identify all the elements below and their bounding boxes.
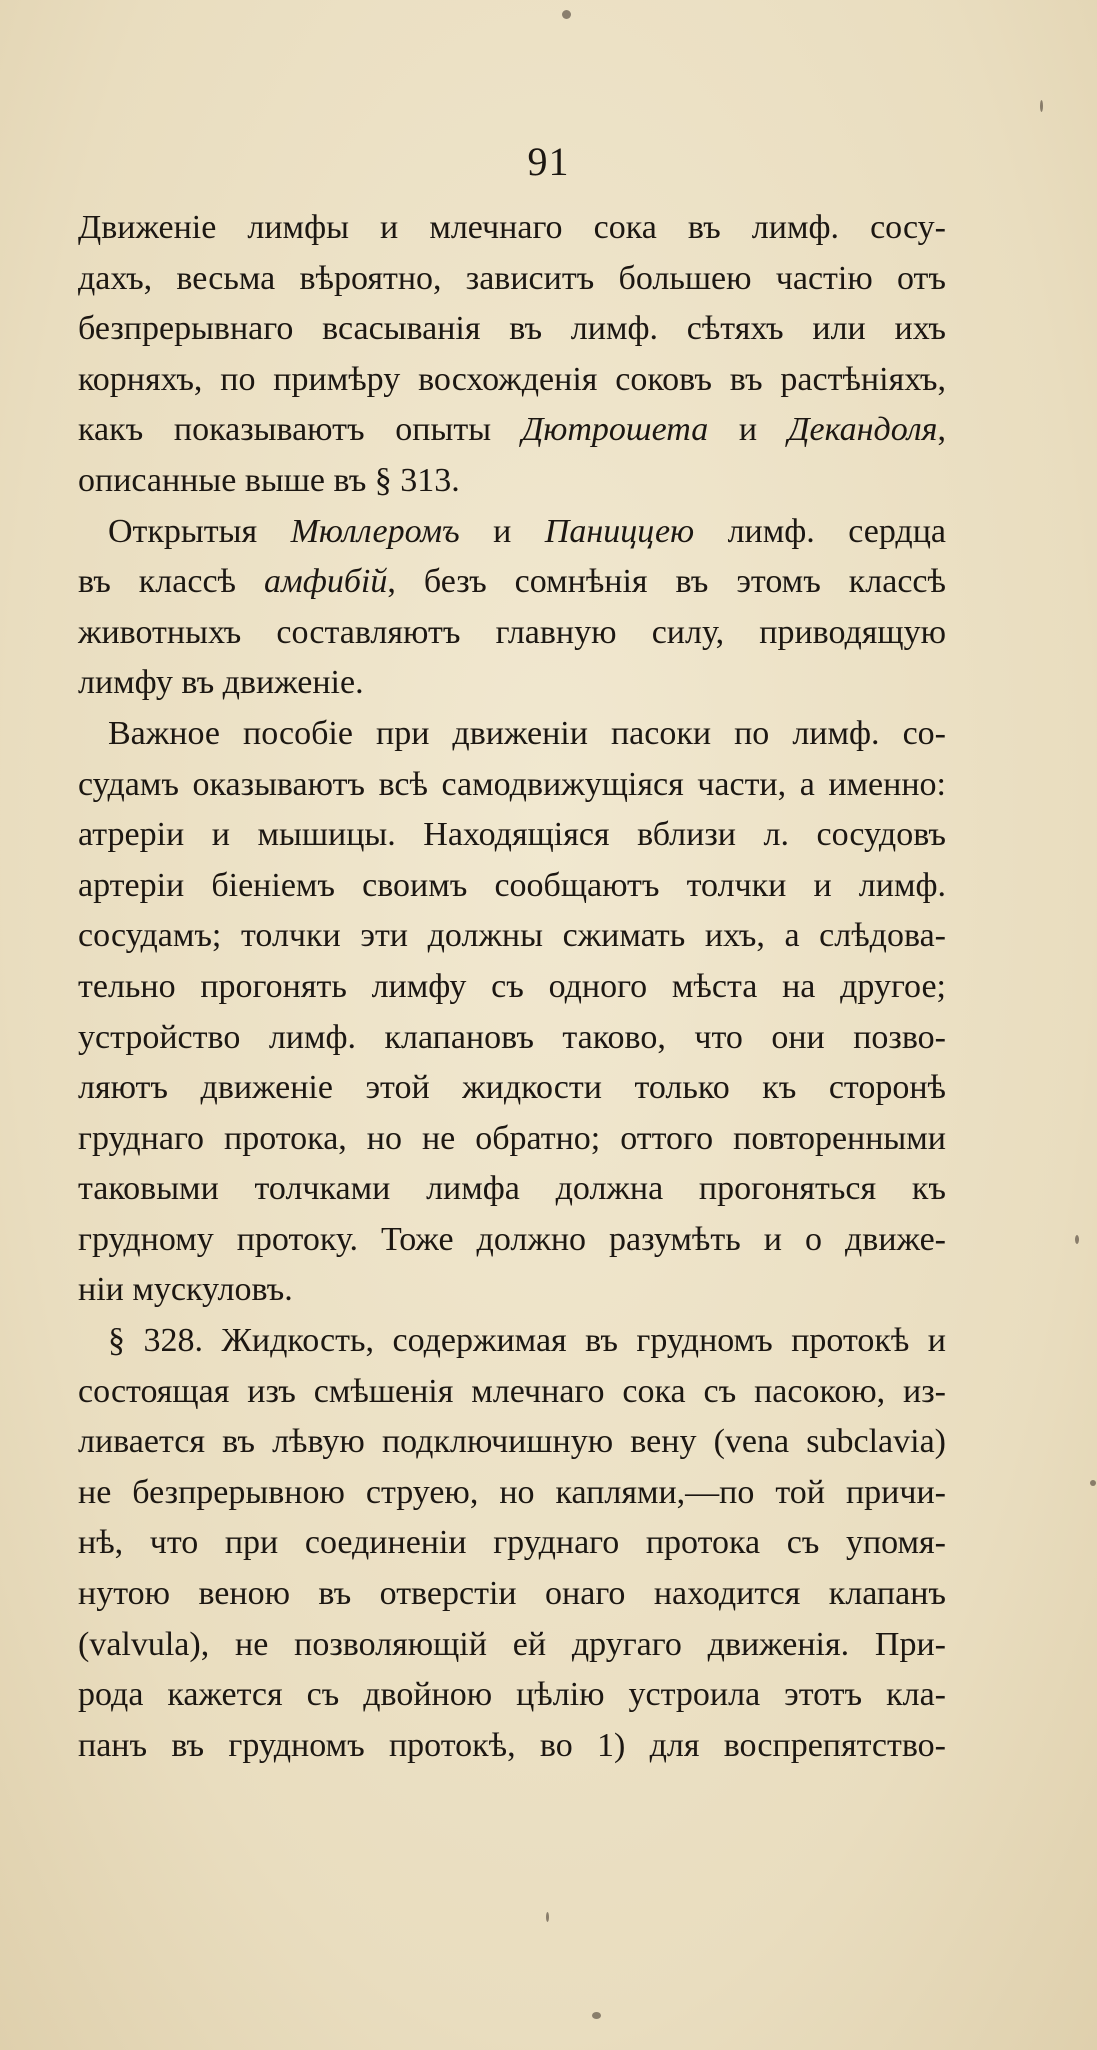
text-line: [78, 1721, 946, 1772]
text-span: какъ показываютъ опыты: [78, 411, 522, 449]
text-line: [78, 1164, 946, 1215]
page-number: 91: [527, 139, 570, 184]
text-span: нѣ, что при соединеніи груднаго протока съ упомя-: [78, 1524, 946, 1562]
text-line: [78, 911, 946, 962]
text-span: состоящая изъ смѣшенія млечнаго сока съ пасокою, из-: [78, 1372, 946, 1410]
text-line: [78, 760, 946, 811]
text-span: и: [459, 512, 545, 550]
italic-name: Дютрошета: [521, 411, 709, 449]
italic-name: Паниццею: [544, 512, 695, 550]
text-line: [78, 1367, 946, 1418]
text-line: [78, 709, 946, 760]
text-line: [78, 861, 946, 912]
text-line: [78, 1518, 946, 1569]
text-line: [78, 507, 946, 558]
text-span: устройство лимф. клапановъ таково, что они позво-: [78, 1018, 946, 1056]
text-line: [78, 658, 946, 709]
text-line: [78, 1468, 946, 1519]
text-span: Движеніе лимфы и млечнаго сока въ лимф. сосу-: [78, 209, 946, 246]
text-span: панъ въ грудномъ протокѣ, во 1) для воспрепятство-: [78, 1726, 946, 1764]
text-span: атреріи и мышицы. Находящіяся вблизи л. сосудовъ: [78, 816, 946, 854]
text-line: [78, 1417, 946, 1468]
text-span: дахъ, весьма вѣроятно, зависитъ большею частію отъ: [78, 259, 946, 297]
text-span: и: [708, 411, 788, 449]
text-span: корняхъ, по примѣру восхожденія соковъ въ растѣніяхъ,: [78, 360, 946, 398]
text-line: [78, 1215, 946, 1266]
text-line: [78, 355, 946, 406]
text-span: нутою веною въ отверстіи онаго находится клапанъ: [78, 1575, 946, 1613]
text-span: ніи мускуловъ.: [78, 1271, 293, 1309]
text-line: [78, 405, 946, 456]
text-span: безпрерывнаго всасыванія въ лимф. сѣтяхъ или ихъ: [78, 310, 946, 348]
text-line: [78, 1670, 946, 1721]
text-line: [78, 1013, 946, 1064]
paper-speck: [1040, 100, 1043, 112]
text-line: [78, 810, 946, 861]
text-span: груднаго протока, но не обратно; оттого повторенными: [78, 1119, 946, 1157]
text-span: (valvula), не позволяющій ей другаго движенія. При-: [78, 1625, 946, 1663]
text-span: лимф. сердца: [694, 512, 946, 550]
text-span: грудному протоку. Тоже должно разумѣть и о движе-: [78, 1220, 946, 1258]
italic-name: Декандоля: [787, 411, 938, 449]
text-span: ливается въ лѣвую подключишную вену (vena subclavia): [78, 1423, 946, 1461]
text-span: описанные выше въ § 313.: [78, 461, 460, 499]
paper-speck: [592, 2012, 601, 2019]
text-span: не безпрерывною струею, но каплями,—по той причи-: [78, 1473, 946, 1511]
text-span: рода кажется съ двойною цѣлію устроила этотъ кла-: [78, 1676, 946, 1714]
text-line: [78, 1114, 946, 1165]
body-text: [78, 203, 946, 1771]
text-line: [78, 456, 946, 507]
italic-name: амфибій: [264, 563, 388, 601]
paper-speck: [562, 10, 571, 19]
paper-speck: [546, 1912, 549, 1922]
text-span: , безъ сомнѣнія въ этомъ классѣ: [387, 563, 946, 601]
text-line: [78, 203, 946, 254]
text-line: [78, 1063, 946, 1114]
text-span: § 328. Жидкость, содержимая въ грудномъ протокѣ и: [108, 1322, 946, 1360]
text-line: [78, 557, 946, 608]
text-line: [78, 1569, 946, 1620]
text-span: Открытыя: [108, 512, 291, 550]
text-line: [78, 254, 946, 305]
italic-name: Мюллеромъ: [290, 512, 460, 550]
text-span: ,: [937, 411, 946, 449]
text-span: ляютъ движеніе этой жидкости только къ сторонѣ: [78, 1069, 946, 1107]
text-line: [78, 1620, 946, 1671]
text-line: [78, 962, 946, 1013]
text-line: [78, 608, 946, 659]
text-span: лимфу въ движеніе.: [78, 664, 364, 702]
text-span: Важное пособіе при движеніи пасоки по лимф. со-: [108, 714, 946, 752]
text-line: [78, 1316, 946, 1367]
text-span: тельно прогонять лимфу съ одного мѣста на другое;: [78, 967, 946, 1005]
text-line: [78, 1265, 946, 1316]
text-line: [78, 304, 946, 355]
paper-speck: [1075, 1235, 1079, 1244]
text-span: таковыми толчками лимфа должна прогоняться къ: [78, 1170, 946, 1208]
text-span: судамъ оказываютъ всѣ самодвижущіяся части, а именно:: [78, 765, 946, 803]
text-span: сосудамъ; толчки эти должны сжимать ихъ, а слѣдова-: [78, 917, 946, 955]
text-span: животныхъ составляютъ главную силу, приводящую: [78, 613, 946, 651]
text-span: въ классѣ: [78, 563, 264, 601]
text-span: артеріи біеніемъ своимъ сообщаютъ толчки и лимф.: [78, 866, 946, 904]
paper-speck: [1090, 1480, 1096, 1486]
